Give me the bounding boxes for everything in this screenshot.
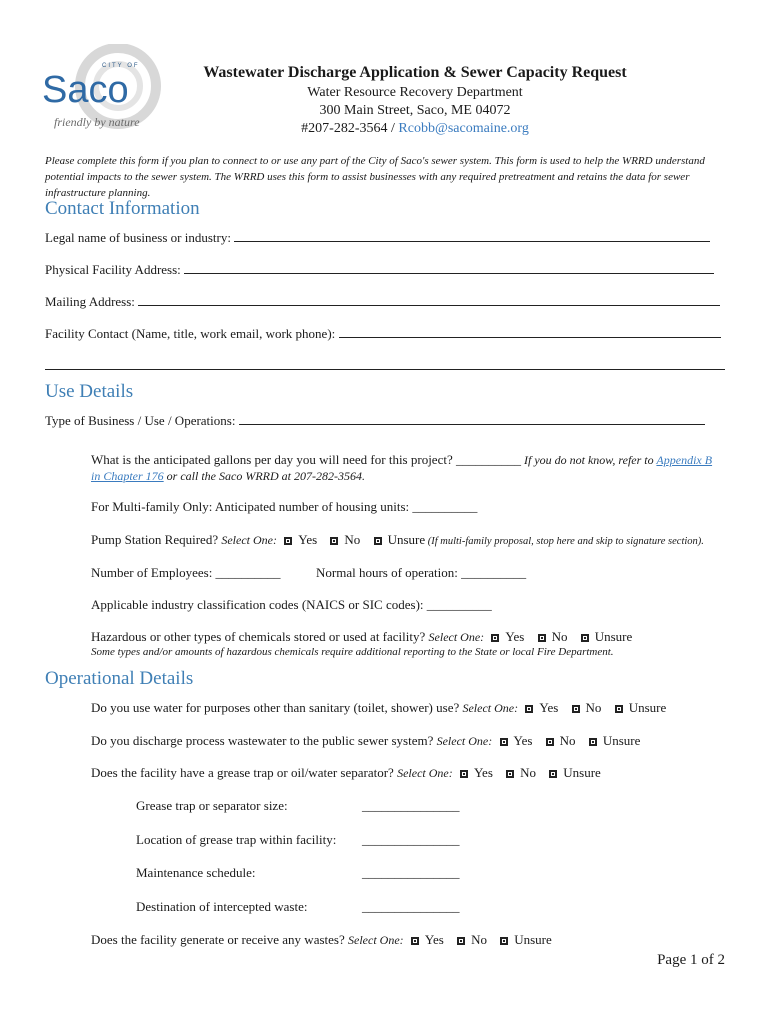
select-one-label: Select One: <box>221 533 277 547</box>
pump-station-row <box>91 532 704 548</box>
water-use-label: Do you use water for purposes other than sanitary (toilet, shower) use? <box>91 700 463 715</box>
business-type-label: Type of Business / Use / Operations: <box>45 413 239 428</box>
mailing-address-field[interactable] <box>138 293 720 306</box>
facility-contact-label: Facility Contact (Name, title, work email, work phone): <box>45 326 339 341</box>
grease-unsure-checkbox[interactable] <box>549 770 557 778</box>
contact-heading: Contact Information <box>45 198 200 219</box>
discharge-no-label: No <box>559 733 576 748</box>
discharge-label: Do you discharge process wastewater to the public sewer system? <box>91 733 437 748</box>
water-use-unsure-checkbox[interactable] <box>615 705 623 713</box>
appendix-b-link[interactable]: Appendix B <box>656 453 713 467</box>
wastes-yes-label: Yes <box>424 932 444 947</box>
page-number: Page 1 of 2 <box>657 952 725 968</box>
logo-name: Saco <box>42 69 129 111</box>
department-phone: #207-282-3564 / <box>301 121 399 136</box>
pump-station-label: Pump Station Required? <box>91 532 222 547</box>
grease-no-label: No <box>520 765 537 780</box>
legal-name-field[interactable] <box>234 229 710 242</box>
logo-tagline: friendly by nature <box>54 115 140 129</box>
discharge-unsure-checkbox[interactable] <box>589 738 597 746</box>
wastes-yes-checkbox[interactable] <box>411 937 419 945</box>
contact-line <box>180 121 650 137</box>
maintenance-label: Maintenance schedule: <box>136 865 256 880</box>
discharge-row <box>91 733 640 749</box>
wastes-no-checkbox[interactable] <box>457 937 465 945</box>
gallons-row <box>91 452 712 468</box>
pump-no-label: No <box>344 532 361 547</box>
hours-row: Normal hours of operation: __________ <box>316 565 527 580</box>
saco-swirl-logo <box>40 44 170 134</box>
hazardous-unsure-label: Unsure <box>594 629 633 644</box>
grease-size-label: Grease trap or separator size: <box>136 798 288 813</box>
grease-location-label: Location of grease trap within facility: <box>136 832 337 847</box>
employees-row: Number of Employees: __________ <box>91 565 281 580</box>
select-one-label: Select One: <box>428 630 485 644</box>
intro-text: Please complete this form if you plan to connect to or use any part of the City of Saco's sewer system. This form is used to help the WRRD understand potential impacts to the sewer system. The WRRD uses this form to assist businesses with any required pretreatment and retains the data for sewer infrastructure planning. <box>45 155 705 199</box>
grease-location-field[interactable]: _______________ <box>362 832 460 847</box>
chapter-176-link[interactable]: in Chapter 176 <box>91 469 164 483</box>
destination-label: Destination of intercepted waste: <box>136 899 308 914</box>
business-type-field[interactable] <box>239 412 705 425</box>
physical-address-row <box>45 261 714 278</box>
mailing-address-row <box>45 293 720 310</box>
water-use-yes-checkbox[interactable] <box>525 705 533 713</box>
city-logo <box>40 44 170 134</box>
facility-contact-field-2[interactable] <box>45 357 725 370</box>
wastes-row <box>91 932 552 948</box>
grease-trap-label: Does the facility have a grease trap or oil/water separator? <box>91 765 398 780</box>
wastes-no-label: No <box>471 932 487 947</box>
grease-no-checkbox[interactable] <box>506 770 514 778</box>
wastes-unsure-label: Unsure <box>514 932 552 947</box>
multifamily-row: For Multi-family Only: Anticipated number of housing units: __________ <box>91 499 478 514</box>
pump-no-checkbox[interactable] <box>330 537 338 545</box>
legal-name-label: Legal name of business or industry: <box>45 230 235 245</box>
gallons-question: What is the anticipated gallons per day you will need for this project? __________ <box>91 452 521 467</box>
pump-yes-checkbox[interactable] <box>284 537 292 545</box>
physical-address-label: Physical Facility Address: <box>45 262 185 277</box>
business-type-row <box>45 412 705 429</box>
select-one-label: Select One: <box>436 734 493 748</box>
discharge-yes-checkbox[interactable] <box>500 738 508 746</box>
grease-yes-checkbox[interactable] <box>460 770 468 778</box>
pump-yes-label: Yes <box>298 532 318 547</box>
water-use-no-checkbox[interactable] <box>572 705 580 713</box>
discharge-unsure-label: Unsure <box>602 733 641 748</box>
grease-trap-row <box>91 765 601 781</box>
hazardous-no-checkbox[interactable] <box>538 634 546 642</box>
discharge-no-checkbox[interactable] <box>546 738 554 746</box>
facility-contact-row <box>45 325 721 342</box>
destination-field[interactable]: _______________ <box>362 899 460 914</box>
use-heading: Use Details <box>45 381 134 402</box>
maintenance-field[interactable]: _______________ <box>362 865 460 880</box>
gallons-row-2 <box>91 468 365 484</box>
hazardous-label: Hazardous or other types of chemicals stored or used at facility? <box>91 629 429 644</box>
pump-unsure-checkbox[interactable] <box>374 537 382 545</box>
water-use-unsure-label: Unsure <box>628 700 667 715</box>
pump-unsure-label: Unsure <box>387 532 426 547</box>
grease-size-field[interactable]: _______________ <box>362 798 460 813</box>
mailing-address-label: Mailing Address: <box>45 294 139 309</box>
legal-name-row <box>45 229 710 246</box>
select-one-label: Select One: <box>397 766 453 780</box>
select-one-label: Select One: <box>348 933 404 947</box>
naics-row: Applicable industry classification codes (NAICS or SIC codes): __________ <box>91 597 492 612</box>
select-one-label: Select One: <box>462 701 519 715</box>
operational-heading: Operational Details <box>45 668 194 689</box>
department-name: Water Resource Recovery Department <box>307 85 523 100</box>
grease-yes-label: Yes <box>473 765 493 780</box>
wastes-label: Does the facility generate or receive any wastes? <box>91 932 348 947</box>
facility-contact-field[interactable] <box>339 325 721 338</box>
water-use-no-label: No <box>585 700 602 715</box>
hazardous-yes-label: Yes <box>505 629 525 644</box>
department-email-link[interactable]: Rcobb@sacomaine.org <box>398 121 529 136</box>
hazardous-yes-checkbox[interactable] <box>491 634 499 642</box>
hazardous-no-label: No <box>551 629 568 644</box>
discharge-yes-label: Yes <box>513 733 533 748</box>
gallons-note-2: or call the Saco WRRD at 207-282-3564. <box>163 469 365 483</box>
grease-unsure-label: Unsure <box>563 765 601 780</box>
hazardous-row <box>91 629 632 645</box>
water-use-row <box>91 700 666 716</box>
form-title: Wastewater Discharge Application & Sewer Capacity Request <box>203 64 627 81</box>
pump-note: (If multi-family proposal, stop here and skip to signature section). <box>425 536 704 547</box>
water-use-yes-label: Yes <box>539 700 559 715</box>
physical-address-field[interactable] <box>184 261 714 274</box>
logo-city-of: CITY OF <box>102 63 140 69</box>
hazardous-note: Some types and/or amounts of hazardous chemicals require additional reporting to the State or local Fire Department. <box>91 646 614 658</box>
gallons-note: If you do not know, refer to <box>520 453 657 467</box>
wastes-unsure-checkbox[interactable] <box>500 937 508 945</box>
hazardous-unsure-checkbox[interactable] <box>581 634 589 642</box>
department-address: 300 Main Street, Saco, ME 04072 <box>319 103 511 118</box>
